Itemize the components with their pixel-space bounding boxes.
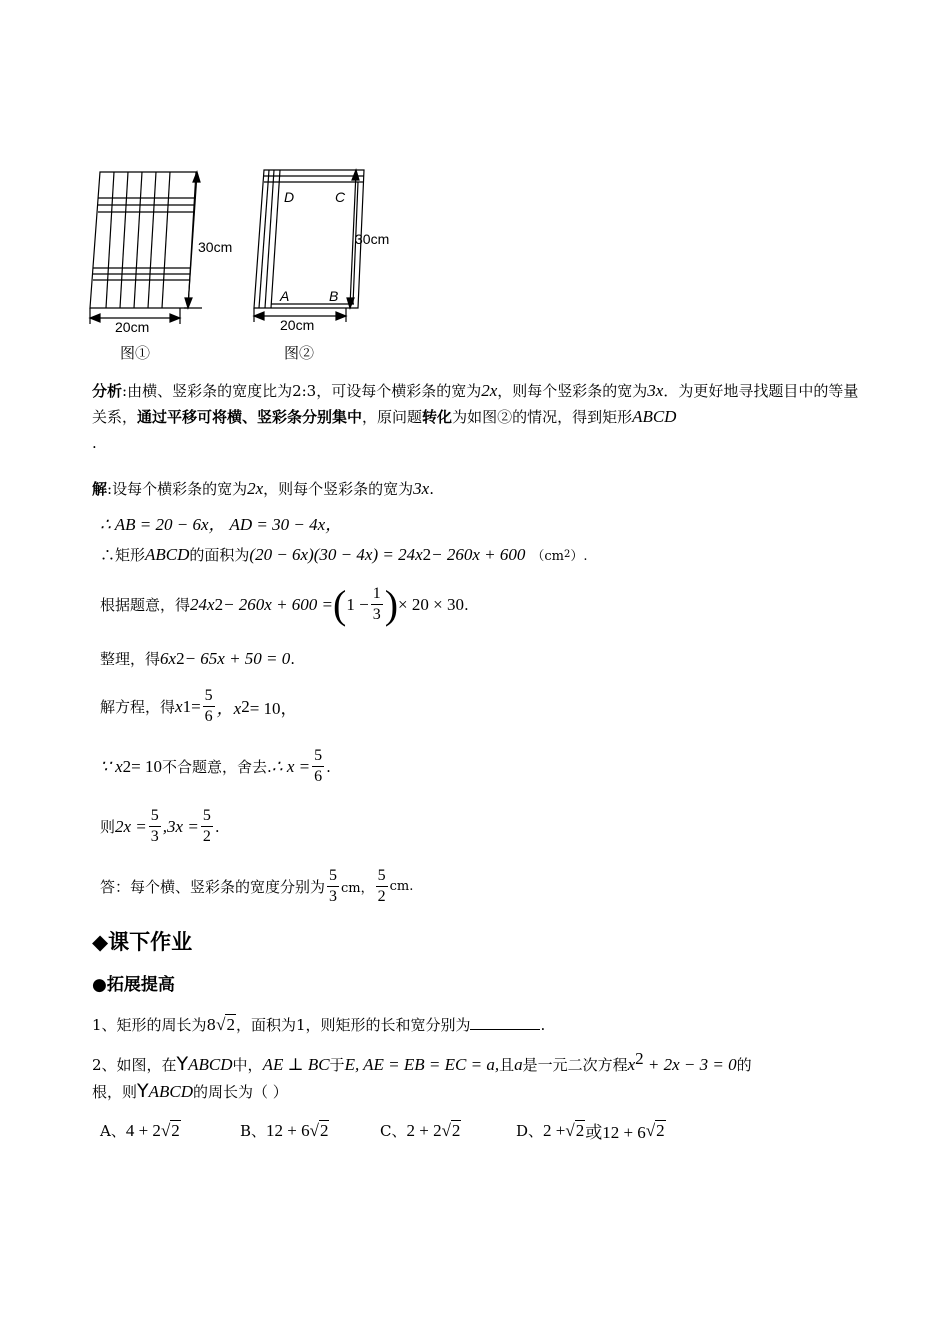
question-text: 的周长为（ ） [193,1083,288,1101]
fig2-label-d: D [284,189,295,205]
solution-text: . [290,649,296,668]
solution-text: ，则每个竖彩条的宽为 [263,480,414,498]
solution-text: 的面积为 [189,546,250,564]
question-2-options [100,1118,666,1143]
analysis-text: ．为更好地寻找题目中的等量关系， [92,382,859,426]
question-var: ABCD [148,1082,194,1101]
equation: 2x = [115,816,147,836]
equation: × 20 × 30 [398,594,464,614]
equation: 1 − [346,594,369,614]
answer-text: 答：每个横、竖彩条的宽度分别为 [100,878,326,896]
equation: ,3x = [162,816,199,836]
fig2-label-b: B [329,288,339,304]
analysis-paragraph [92,378,872,456]
solution-text: ∴矩形 [100,546,146,564]
solution-text: :设每个横彩条的宽为 [107,480,248,498]
homework-title: ◆课下作业 [92,930,193,954]
analysis-var: 3x [647,381,664,400]
question-2: 2、如图，在YABCD中，AE ⊥ BC于E, AE = EB = EC = a,且a是一元二次方程$x^2 + 2x - 3 = 0$的 根，则YABCD的周长为（ ） [92,1049,752,1102]
option-c[interactable]: C、 2 + 2 √ 2 [380,1120,461,1140]
equation: 24x [190,594,215,614]
solution-text: 不合题意，舍去. [161,758,272,776]
question-text: 且 [499,1056,515,1074]
question-var: + 2x − 3 = 0 [643,1055,737,1074]
figures [80,160,420,370]
solution-text: 则 [100,818,116,836]
sqrt-radicand: 2 [226,1015,235,1034]
question-text: ，面积为1，则矩形的长和宽分别为 [235,1016,471,1034]
fraction-five-thirds: $\frac{5}{3}$ [150,807,159,845]
fraction-five-thirds: $\frac{5}{3}$ [329,867,338,905]
root-x2: ，x [216,699,242,718]
figure-1 [90,172,202,324]
figure-2 [254,170,364,322]
question-var: E, AE = EB = EC = a, [344,1055,500,1074]
equation: ∵ x [100,756,123,776]
option-b[interactable]: B、 12 + 6 √ 2 [240,1120,329,1140]
analysis-var: 2x [481,381,498,400]
solution-text: . [429,480,434,498]
analysis-bold: 通过平移可将横、竖彩条分别集中 [137,408,363,426]
question-var: ABCD [188,1055,233,1074]
fraction-five-sixths: $\frac{5}{6}$ [314,747,323,785]
analysis-bold: 转化 [422,408,453,426]
solution-text: 整理，得 [100,650,161,668]
solution-text: . [326,757,331,776]
solution-var: 3x [413,479,430,498]
solution-answer [100,866,413,907]
question-var: AE ⊥ BC [262,1055,330,1074]
option-d[interactable]: D、 2 + √ 2 或12 + 6 √ 2 [516,1120,665,1142]
fig1-height-label: 30cm [198,239,233,255]
parallelogram-symbol: Y [137,1080,149,1102]
equation: − 260x + 600 = [223,594,334,614]
homework-subtitle: ●拓展提高 [92,975,175,995]
analysis-text: 为如图②的情况，得到矩形 [452,408,633,426]
fig1-width-label: 20cm [115,319,150,335]
area-expression: − 260x + 600 [431,544,526,564]
equation: = [191,696,201,716]
solution-label: 解 [92,480,108,498]
question-var: x [627,1055,636,1074]
solution-line-4: 根据题意，得 24x 2 − 260x + 600 = ( 1 − $\frac{1}{3}$ ) × 20 × 30 . [100,581,469,627]
solution-var: 2x [247,479,264,498]
solution-line-5: 整理，得 6x 2 − 65x + 50 = 0 . [100,648,296,668]
equation: = 10 [131,756,162,776]
solution-line-3: ∴矩形 ABCD 的面积为 (20 − 6x)(30 − 4x) = 24x 2 − 260x + 600 （cm 2 ）. [100,544,588,564]
question-text: . [540,1016,546,1034]
area-expression: (20 − 6x)(30 − 4x) = 24x [249,544,423,564]
question-text: 于 [329,1056,345,1074]
fig2-caption: 图② [284,344,315,362]
solution-text: . [463,595,469,614]
equation: = 10， [249,699,298,718]
equation: − 65x + 50 = 0 [184,648,291,668]
unit: cm， [341,881,374,896]
equation: ∴ x = [271,756,311,776]
question-text: 1、矩形的周长为8 [92,1016,217,1034]
solution-line-7: ∵ x 2 = 10 不合题意，舍去. ∴ x = $\frac{5}{6}$ . [100,747,331,785]
solution-var: ABCD [145,544,190,564]
answer-blank[interactable] [470,1015,540,1030]
question-text: 根，则 [92,1083,138,1101]
solution-line-2: ∴ AB = 20 − 6x， AD = 30 − 4x， [100,515,343,534]
question-text: 中， [232,1056,263,1074]
unit: cm. [389,879,414,894]
fig2-height-label: 30cm [355,231,390,247]
solution-line-1 [92,476,872,502]
fig2-label-c: C [335,189,346,205]
fraction-one-third: $\frac{1}{3}$ [372,585,381,623]
solution-text: 解方程，得 [100,698,176,716]
solution-line-8 [100,806,220,847]
analysis-text: ，则每个竖彩条的宽为 [497,382,648,400]
fraction-five-sixths: $\frac{5}{6}$ [204,687,213,725]
question-text: 的 [736,1056,752,1074]
analysis-label: 分析 [92,382,123,400]
parallelogram-symbol: Y [176,1053,189,1075]
question-text: 2、如图，在 [92,1056,177,1074]
analysis-var: ABCD [632,407,677,426]
question-text: 是一元二次方程 [522,1056,628,1074]
fig2-width-label: 20cm [280,317,315,333]
equation: 6x [160,648,177,668]
solution-text: 根据题意，得 [100,596,191,614]
root-x1: x [175,696,183,716]
fig1-caption: 图① [120,344,151,362]
analysis-text: . [92,434,97,452]
question-1: 1、矩形的周长为8√2，面积为1，则矩形的长和宽分别为 . [92,1015,546,1034]
unit: （cm [531,549,564,564]
fig2-label-a: A [280,288,290,304]
analysis-text: ，原问题 [362,408,423,426]
solution-text: . [214,817,220,836]
analysis-text: :由横、竖彩条的宽度比为2:3，可设每个横彩条的宽为 [122,382,482,400]
solution-line-6: 解方程，得 x 1 = $\frac{5}{6}$ ，x 2 = 10， [100,687,298,725]
fraction-five-halves: $\frac{5}{2}$ [202,807,211,845]
figure-diagrams [80,160,420,370]
unit: ）. [570,549,588,564]
option-a[interactable]: A、 4 + 2 √ 2 [100,1120,180,1140]
question-var: a [514,1055,523,1074]
fraction-five-halves: $\frac{5}{2}$ [377,867,386,905]
